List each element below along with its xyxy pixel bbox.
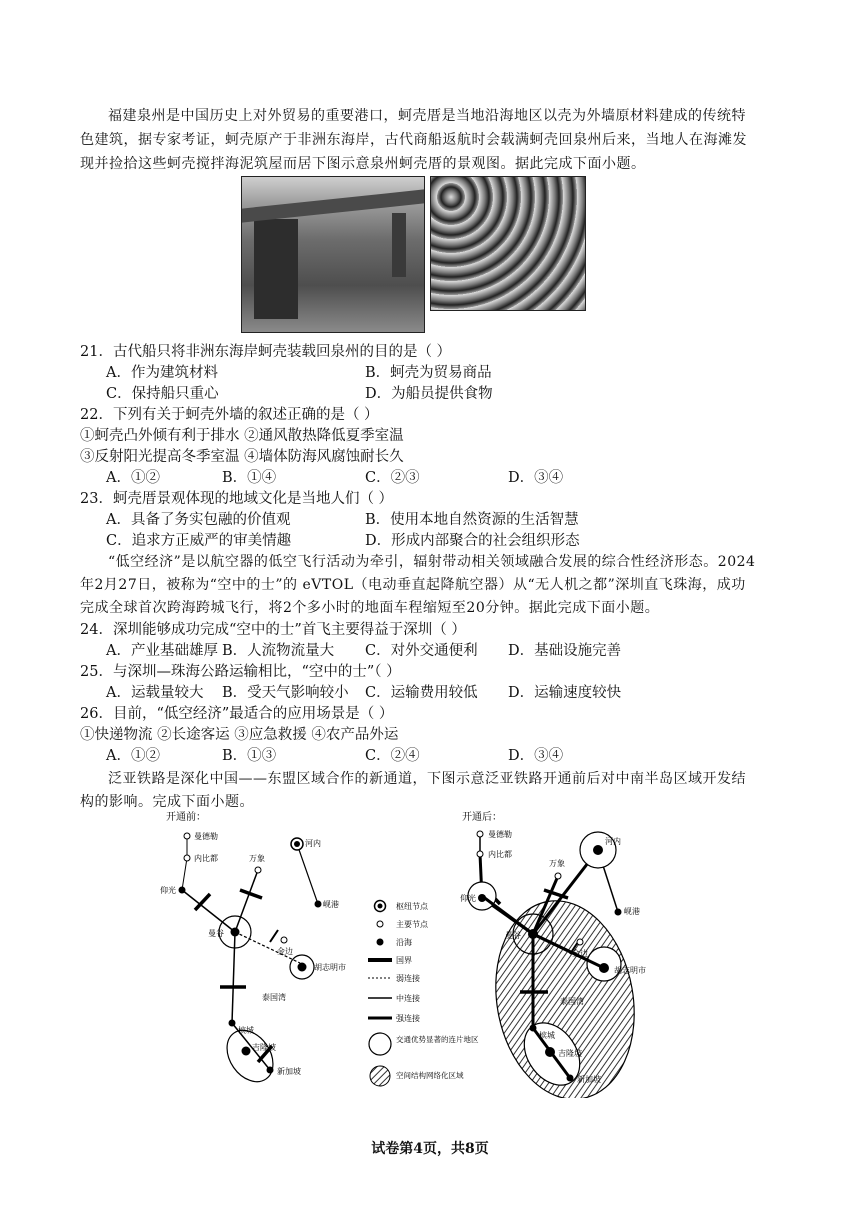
question-22-stem: 22．下列有关于蚵壳外墙的叙述正确的是（ ） (80, 407, 379, 423)
label-hanoi-before: 河内 (305, 839, 321, 848)
label-bangkok-after: 曼谷 (505, 931, 521, 940)
q22-option-c[interactable]: C．②③ (365, 470, 420, 486)
passage-low-altitude: “低空经济”是以航空器的低空飞行活动为牵引，辐射带动相关领域融合发展的综合性经济形态。2024年2月27日，被称为“空中的士”的 eVTOL（电动垂直起降航空器）从“无人机之都”深圳直飞珠海，成功完成全球首次跨海跨城飞行，将2个多小时的地面车程缩短至20分钟。据此完成下面小题。 (80, 554, 756, 616)
q23-option-a[interactable]: A．具备了务实包融的价值观 (106, 512, 291, 528)
q26-option-b[interactable]: B．①③ (222, 748, 277, 764)
page-footer: 试卷第4页，共8页 (371, 1141, 489, 1157)
q21-option-c[interactable]: C．保持船只重心 (106, 386, 219, 402)
label-phnompenh-after: 金边 (572, 949, 588, 958)
map-legend (368, 901, 479, 1087)
legend-medium: 中连接 (396, 994, 420, 1003)
q24-option-b[interactable]: B．人流物流量大 (222, 643, 335, 659)
question-21-stem: 21．古代船只将非洲东海岸蚵壳装载回泉州的目的是（ ） (80, 344, 452, 360)
label-penang-before: 槟城 (238, 1026, 254, 1035)
q22-option-a[interactable]: A．①② (106, 470, 160, 486)
label-naypyidaw-after: 内比都 (488, 850, 512, 859)
label-vientiane-after: 万象 (549, 859, 565, 868)
question-26-stem: 26．目前，“低空经济”最适合的应用场景是（ ） (80, 706, 394, 722)
q23-option-b[interactable]: B．使用本地自然资源的生活智慧 (365, 512, 579, 528)
label-singapore-after: 新加坡 (577, 1075, 601, 1084)
label-singapore-before: 新加坡 (277, 1067, 301, 1076)
question-23-stem: 23．蚵壳厝景观体现的地域文化是当地人们（ ） (80, 491, 394, 507)
legend-network: 空间结构网络化区域 (396, 1071, 464, 1080)
legend-coastal: 沿海 (396, 938, 412, 947)
legend-hub: 枢纽节点 (396, 902, 428, 911)
q23-option-d[interactable]: D．形成内部聚合的社会组织形态 (365, 533, 580, 549)
q24-option-c[interactable]: C．对外交通便利 (365, 643, 478, 659)
label-hanoi-after: 河内 (605, 837, 621, 846)
label-bangkok-before: 曼谷 (208, 929, 224, 938)
legend-strong: 强连接 (396, 1014, 420, 1023)
q26-option-d[interactable]: D．③④ (508, 748, 564, 764)
label-mandalay-before: 曼德勒 (194, 832, 218, 841)
q21-option-b[interactable]: B．蚵壳为贸易商品 (365, 365, 492, 381)
shell-wall-closeup-photo (430, 176, 586, 311)
shell-house-photo (241, 176, 425, 333)
q23-option-c[interactable]: C．追求方正威严的审美情趣 (106, 533, 292, 549)
q25-option-d[interactable]: D．运输速度较快 (508, 685, 622, 701)
q26-option-c[interactable]: C．②④ (365, 748, 420, 764)
q24-option-a[interactable]: A．产业基础雄厚 (106, 643, 218, 659)
q25-option-b[interactable]: B．受天气影响较小 (222, 685, 349, 701)
label-penang-after: 槟城 (539, 1031, 555, 1040)
label-danang-before: 岘港 (323, 900, 339, 909)
q26-statements: ①快递物流 ②长途客运 ③应急救援 ④农产品外运 (80, 727, 399, 743)
q21-option-d[interactable]: D．为船员提供食物 (365, 386, 493, 402)
label-mandalay-after: 曼德勒 (488, 830, 512, 839)
q25-option-c[interactable]: C．运输费用较低 (365, 685, 478, 701)
legend-weak: 弱连接 (396, 974, 420, 983)
legend-border: 国界 (396, 956, 412, 965)
before-title: 开通前： (166, 812, 206, 823)
q21-option-a[interactable]: A．作为建筑材料 (106, 365, 218, 381)
label-gulf-after: 泰国湾 (560, 997, 584, 1006)
railway-structure-map (140, 808, 660, 1098)
after-title: 开通后： (462, 812, 502, 823)
label-gulf-before: 泰国湾 (262, 993, 286, 1002)
q22-statements-2: ③反射阳光提高冬季室温 ④墙体防海风腐蚀耐长久 (80, 449, 404, 465)
label-hcmc-before: 胡志明市 (314, 963, 346, 972)
label-phnompenh-before: 金边 (277, 947, 293, 956)
q22-statements-1: ①蚵壳凸外倾有利于排水 ②通风散热降低夏季室温 (80, 428, 404, 444)
legend-major: 主要节点 (396, 920, 428, 929)
q22-option-d[interactable]: D．③④ (508, 470, 564, 486)
passage-quanzhou: 福建泉州是中国历史上对外贸易的重要港口，蚵壳厝是当地沿海地区以壳为外墙原材料建成的传统特色建筑，据专家考证，蚵壳原产于非洲东海岸，古代商船返航时会载满蚵壳回泉州后来，当地人在海滩发现并捡拾这些蚵壳搅拌海泥筑屋而居下图示意泉州蚵壳厝的景观图。据此完成下面小题。 (80, 108, 747, 172)
question-24-stem: 24．深圳能够成功完成“空中的士”首飞主要得益于深圳（ ） (80, 622, 466, 638)
label-danang-after: 岘港 (624, 907, 640, 916)
label-naypyidaw-before: 内比都 (194, 854, 218, 863)
label-yangon-before: 仰光 (160, 886, 176, 895)
label-vientiane-before: 万象 (249, 854, 265, 863)
q25-option-a[interactable]: A．运载量较大 (106, 685, 204, 701)
q24-option-d[interactable]: D．基础设施完善 (508, 643, 622, 659)
question-25-stem: 25．与深圳—珠海公路运输相比，“空中的士”（ ） (80, 664, 401, 680)
passage-pan-asia-railway: 泛亚铁路是深化中国——东盟区域合作的新通道，下图示意泛亚铁路开通前后对中南半岛区域开发结构的影响。完成下面小题。 (80, 771, 746, 810)
legend-advantage: 交通优势显著的连片地区 (396, 1035, 479, 1044)
label-hcmc-after: 胡志明市 (614, 966, 646, 975)
label-kl-after: 吉隆坡 (558, 1049, 582, 1058)
q22-option-b[interactable]: B．①④ (222, 470, 277, 486)
label-yangon-after: 仰光 (460, 894, 476, 903)
label-kl-before: 吉隆坡 (252, 1043, 276, 1052)
q26-option-a[interactable]: A．①② (106, 748, 160, 764)
